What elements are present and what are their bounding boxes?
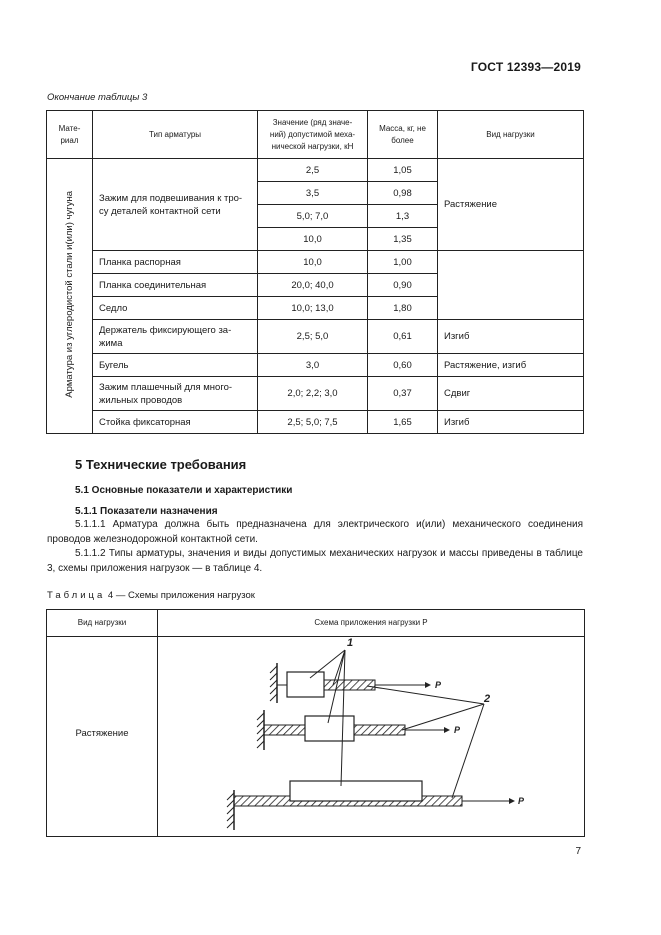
table4-header-load-type: Вид нагрузки bbox=[77, 618, 127, 627]
mass-cell: 1,3 bbox=[368, 205, 438, 228]
scheme-1 bbox=[270, 663, 442, 703]
mass-cell: 0,90 bbox=[368, 274, 438, 297]
header-mass: Масса, кг, не более bbox=[368, 111, 438, 159]
wall-3-hatch bbox=[227, 793, 234, 828]
value-cell: 2,0; 2,2; 3,0 bbox=[258, 377, 368, 411]
mass-cell: 1,35 bbox=[368, 228, 438, 251]
table4-header-scheme: Схема приложения нагрузки P bbox=[314, 618, 428, 627]
value-cell: 2,5; 5,0 bbox=[258, 320, 368, 354]
clamp-body-3 bbox=[290, 781, 422, 801]
table4-caption-prefix: Таблица bbox=[47, 590, 106, 601]
table-row: Зажим для подвешивания к тро- су деталей контактной сети bbox=[93, 159, 258, 251]
wire-1 bbox=[324, 680, 375, 690]
table3 bbox=[46, 110, 584, 434]
header-material: Мате- риал bbox=[47, 111, 93, 159]
table4-caption-rest: 4 — Схемы приложения нагрузок bbox=[107, 590, 255, 601]
value-cell: 3,0 bbox=[258, 354, 368, 377]
value-cell: 5,0; 7,0 bbox=[258, 205, 368, 228]
section-5-1-1-title: 5.1.1 Показатели назначения bbox=[75, 506, 218, 517]
value-cell: 2,5 bbox=[258, 159, 368, 182]
mass-cell: 0,37 bbox=[368, 377, 438, 411]
mass-cell: 1,05 bbox=[368, 159, 438, 182]
callout-label-1: 1 bbox=[347, 637, 354, 649]
mass-cell: 0,60 bbox=[368, 354, 438, 377]
type-cell: Планка распорная bbox=[93, 251, 258, 274]
type-cell: Бугель bbox=[93, 354, 258, 377]
page-number: 7 bbox=[575, 846, 581, 857]
force-label-3: P bbox=[518, 796, 525, 806]
arrow-2 bbox=[444, 727, 450, 733]
load-cell: Сдвиг bbox=[438, 377, 584, 411]
type-cell: Стойка фиксаторная bbox=[93, 411, 258, 434]
force-label-2: P bbox=[454, 725, 461, 735]
mass-cell: 1,65 bbox=[368, 411, 438, 434]
load-cell-empty bbox=[438, 251, 584, 320]
clamp-body-2 bbox=[305, 716, 354, 741]
table3-caption: Окончание таблицы 3 bbox=[47, 92, 148, 103]
mass-cell: 1,00 bbox=[368, 251, 438, 274]
material-label: Арматура из углеродистой стали и(или) чугуна bbox=[64, 191, 75, 398]
type-cell: Седло bbox=[93, 297, 258, 320]
load-cell: Растяжение bbox=[438, 159, 584, 251]
value-cell: 3,5 bbox=[258, 182, 368, 205]
section-5-title: 5 Технические требования bbox=[75, 457, 247, 472]
load-cell: Изгиб bbox=[438, 320, 584, 354]
wire-2-left bbox=[264, 725, 305, 735]
header-load: Вид нагрузки bbox=[438, 111, 584, 159]
header-type: Тип арматуры bbox=[93, 111, 258, 159]
wire-2-right bbox=[354, 725, 405, 735]
load-cell: Изгиб bbox=[438, 411, 584, 434]
paragraph-5-1-1-2: 5.1.1.2 Типы арматуры, значения и виды допустимых механических нагрузок и массы приведены в таблице 3, схемы приложения нагрузок — в таблице 4. bbox=[47, 548, 583, 574]
scheme-2 bbox=[257, 710, 461, 750]
callout-label-2: 2 bbox=[484, 693, 491, 705]
paragraph-5-1-1-1: 5.1.1.1 Арматура должна быть предназначена для электрического и(или) механического соединения проводов железнодорожной контактной сети. bbox=[47, 519, 583, 545]
value-cell: 2,5; 5,0; 7,5 bbox=[258, 411, 368, 434]
scheme-3 bbox=[227, 781, 525, 830]
wall-2-hatch bbox=[257, 713, 264, 748]
load-scheme-diagram bbox=[47, 610, 584, 836]
wall-1-hatch bbox=[270, 666, 277, 701]
force-label-1: P bbox=[435, 680, 442, 690]
load-cell: Растяжение, изгиб bbox=[438, 354, 584, 377]
table4-row-label: Растяжение bbox=[75, 728, 129, 739]
section-5-1-title: 5.1 Основные показатели и характеристики bbox=[75, 485, 293, 496]
arrow-3 bbox=[509, 798, 515, 804]
type-cell: Планка соединительная bbox=[93, 274, 258, 297]
header-value: Значение (ряд значе- ний) допустимой меха- нической нагрузки, кН bbox=[258, 111, 368, 159]
type-cell: Держатель фиксирующего за- жима bbox=[93, 320, 258, 354]
value-cell: 20,0; 40,0 bbox=[258, 274, 368, 297]
mass-cell: 0,98 bbox=[368, 182, 438, 205]
type-cell: Зажим плашечный для много- жильных проводов bbox=[93, 377, 258, 411]
clamp-body-1 bbox=[287, 672, 324, 697]
value-cell: 10,0 bbox=[258, 251, 368, 274]
material-cell bbox=[47, 159, 93, 434]
standard-number: ГОСТ 12393—2019 bbox=[470, 60, 581, 74]
value-cell: 10,0; 13,0 bbox=[258, 297, 368, 320]
mass-cell: 0,61 bbox=[368, 320, 438, 354]
table4-caption bbox=[47, 590, 255, 601]
arrow-1 bbox=[425, 682, 431, 688]
mass-cell: 1,80 bbox=[368, 297, 438, 320]
table4 bbox=[46, 609, 585, 837]
value-cell: 10,0 bbox=[258, 228, 368, 251]
